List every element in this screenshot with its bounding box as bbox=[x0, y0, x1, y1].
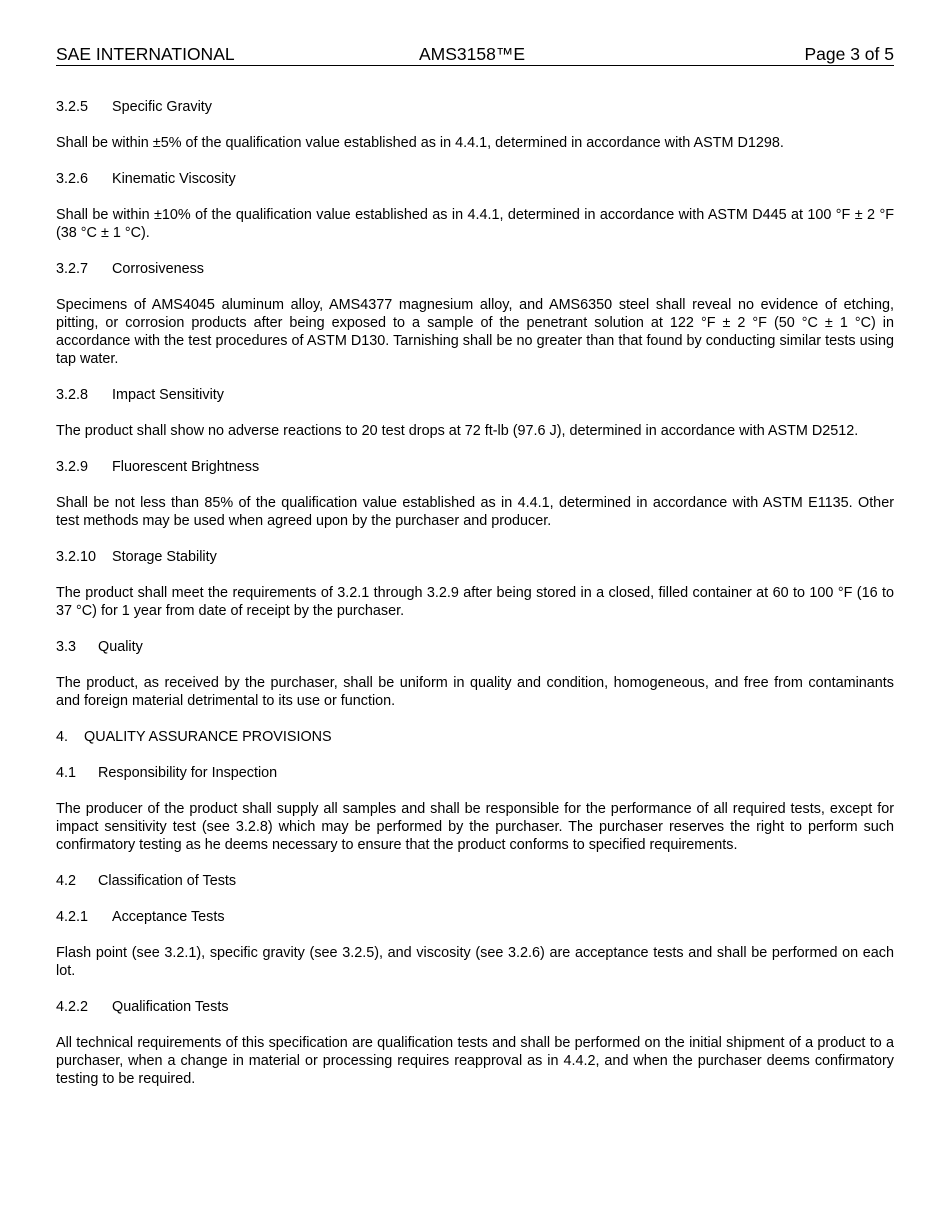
section-heading-3-2-8 bbox=[56, 386, 894, 404]
header-doc-id: AMS3158™E bbox=[419, 44, 526, 64]
section-number: 4.2.2 bbox=[56, 999, 89, 1015]
section-title: Kinematic Viscosity bbox=[112, 171, 236, 187]
section-number: 3.2.7 bbox=[56, 261, 89, 277]
section-number: 4.2.1 bbox=[56, 909, 89, 925]
section-heading-4 bbox=[56, 728, 894, 746]
page-header bbox=[56, 43, 894, 66]
section-heading-3-2-10 bbox=[56, 548, 894, 566]
section-title: Specific Gravity bbox=[112, 99, 212, 115]
section-body-3-2-6: Shall be within ±10% of the qualification value established as in 4.4.1, determined in accordance with ASTM D445 at 100 °F ± 2 °F (38 °C ± 1 °C). bbox=[56, 207, 894, 241]
section-heading-3-3 bbox=[56, 638, 894, 656]
section-title: Storage Stability bbox=[112, 549, 217, 565]
section-number: 3.2.9 bbox=[56, 459, 89, 475]
header-org: SAE INTERNATIONAL bbox=[56, 44, 235, 64]
section-body-4-1: The producer of the product shall supply all samples and shall be responsible for the performance of all required tests, except for impact sensitivity test (see 3.2.8) which may be performed by the purchaser. The purchaser reserves the right to perform such confirmatory testing as he deems necessary to ensure that the product conforms to specified requirements. bbox=[56, 801, 894, 853]
section-title: Corrosiveness bbox=[112, 261, 204, 277]
section-heading-3-2-5 bbox=[56, 98, 894, 116]
section-title: Qualification Tests bbox=[112, 999, 229, 1015]
section-number: 3.3 bbox=[56, 639, 77, 655]
section-heading-4-1 bbox=[56, 764, 894, 782]
section-heading-4-2 bbox=[56, 872, 894, 890]
section-title: Classification of Tests bbox=[98, 873, 237, 889]
section-heading-3-2-9 bbox=[56, 458, 894, 476]
section-body-3-3: The product, as received by the purchaser, shall be uniform in quality and condition, homogeneous, and free from contaminants and foreign material detrimental to its use or function. bbox=[56, 675, 894, 709]
header-page-number: Page 3 of 5 bbox=[804, 44, 894, 64]
section-number: 3.2.5 bbox=[56, 99, 89, 115]
section-title: Impact Sensitivity bbox=[112, 387, 224, 403]
section-body-4-2-2: All technical requirements of this specification are qualification tests and shall be performed on the initial shipment of a product to a purchaser, when a change in material or processing requires reapproval as in 4.4.2, and when the purchaser deems confirmatory testing to be required. bbox=[56, 1035, 894, 1087]
section-heading-3-2-6 bbox=[56, 170, 894, 188]
section-body-3-2-5: Shall be within ±5% of the qualification value established as in 4.4.1, determined in accordance with ASTM D1298. bbox=[56, 135, 784, 151]
section-title: Acceptance Tests bbox=[112, 909, 225, 925]
section-body-3-2-7: Specimens of AMS4045 aluminum alloy, AMS4377 magnesium alloy, and AMS6350 steel shall reveal no evidence of etching, pitting, or corrosion products after being exposed to a sample of the penetrant solution at 122 °F ± 2 °F (50 °C ± 1 °C) in accordance with the test procedures of ASTM D130. Tarnishing shall be no greater than that found by conducting similar tests using tap water. bbox=[56, 297, 894, 367]
section-body-3-2-8: The product shall show no adverse reactions to 20 test drops at 72 ft-lb (97.6 J), determined in accordance with ASTM D2512. bbox=[56, 423, 859, 439]
section-number: 3.2.8 bbox=[56, 387, 89, 403]
section-number: 3.2.6 bbox=[56, 171, 89, 187]
section-number: 4.2 bbox=[56, 873, 77, 889]
section-body-3-2-10: The product shall meet the requirements of 3.2.1 through 3.2.9 after being stored in a closed, filled container at 60 to 100 °F (16 to 37 °C) for 1 year from date of receipt by the purchaser. bbox=[56, 585, 894, 619]
section-heading-4-2-1 bbox=[56, 908, 894, 926]
section-number: 4. bbox=[56, 729, 69, 745]
section-title: Quality bbox=[98, 639, 143, 655]
section-heading-3-2-7 bbox=[56, 260, 894, 278]
section-number: 3.2.10 bbox=[56, 549, 97, 565]
section-body-4-2-1: Flash point (see 3.2.1), specific gravity (see 3.2.5), and viscosity (see 3.2.6) are acceptance tests and shall be performed on each lot. bbox=[56, 945, 894, 979]
section-number: 4.1 bbox=[56, 765, 77, 781]
section-body-3-2-9: Shall be not less than 85% of the qualification value established as in 4.4.1, determined in accordance with ASTM E1135. Other test methods may be used when agreed upon by the purchaser and producer. bbox=[56, 495, 894, 529]
section-title: Responsibility for Inspection bbox=[98, 765, 278, 781]
document-body bbox=[56, 98, 894, 1106]
section-heading-4-2-2 bbox=[56, 998, 894, 1016]
section-title: Fluorescent Brightness bbox=[112, 459, 260, 475]
section-title: QUALITY ASSURANCE PROVISIONS bbox=[84, 729, 332, 745]
